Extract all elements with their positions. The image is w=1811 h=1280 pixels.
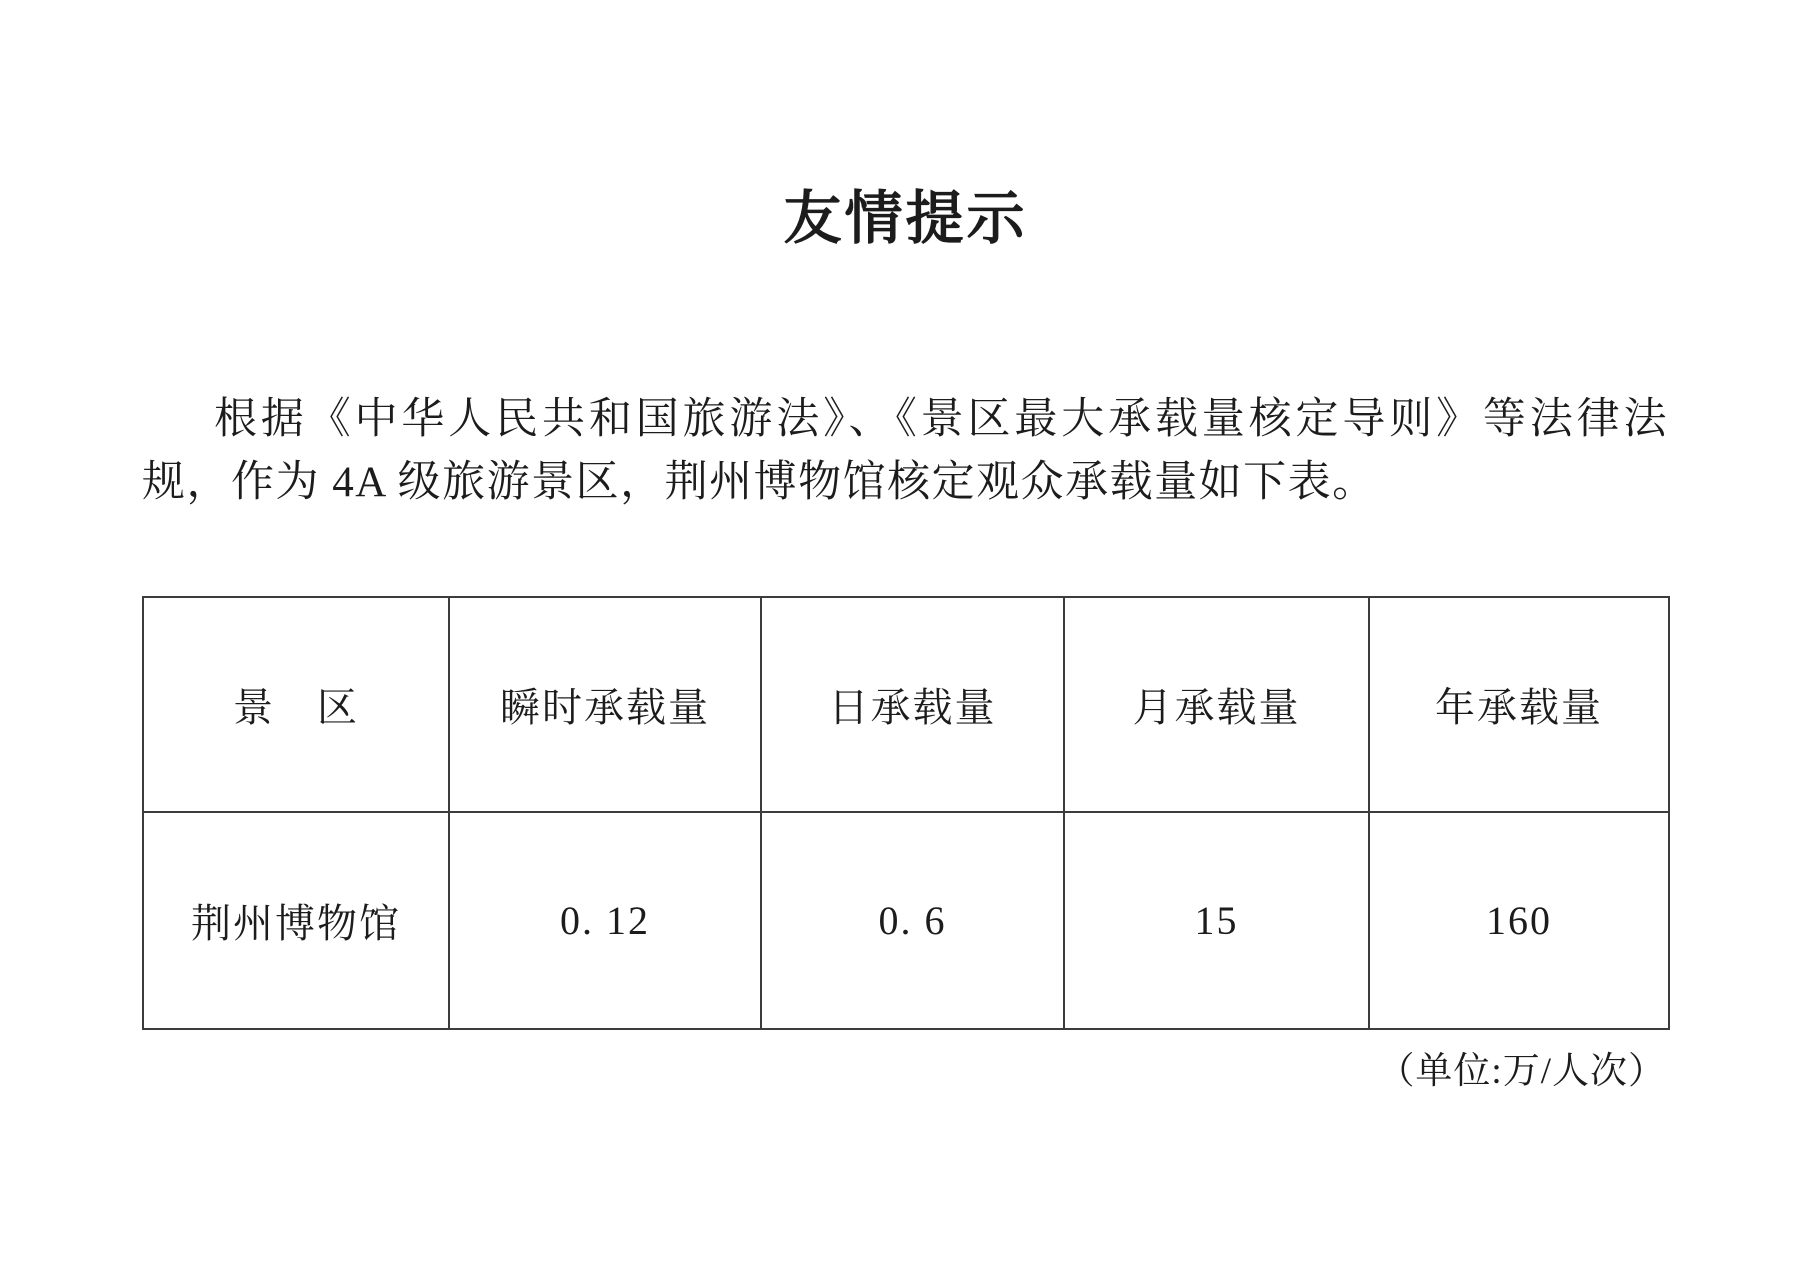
cell-scenic-area: 荆州博物馆 [143, 812, 449, 1029]
cell-yearly-capacity: 160 [1369, 812, 1669, 1029]
header-instant-capacity: 瞬时承载量 [449, 597, 761, 812]
unit-note: （单位:万/人次） [1377, 1051, 1666, 1092]
table-row [143, 812, 1669, 1029]
header-yearly-capacity: 年承载量 [1369, 597, 1669, 812]
capacity-table [142, 596, 1670, 1030]
cell-daily-capacity: 0. 6 [761, 812, 1064, 1029]
cell-monthly-capacity: 15 [1064, 812, 1369, 1029]
intro-paragraph: 根据《中华人民共和国旅游法》、《景区最大承载量核定导则》等法律法规，作为 4A 级旅游景区，荆州博物馆核定观众承载量如下表。 [142, 396, 1668, 506]
cell-instant-capacity: 0. 12 [449, 812, 761, 1029]
header-monthly-capacity: 月承载量 [1064, 597, 1369, 812]
header-scenic-area: 景 区 [143, 597, 449, 812]
page-title: 友情提示 [783, 186, 1028, 251]
table-header-row [143, 597, 1669, 812]
header-daily-capacity: 日承载量 [761, 597, 1064, 812]
